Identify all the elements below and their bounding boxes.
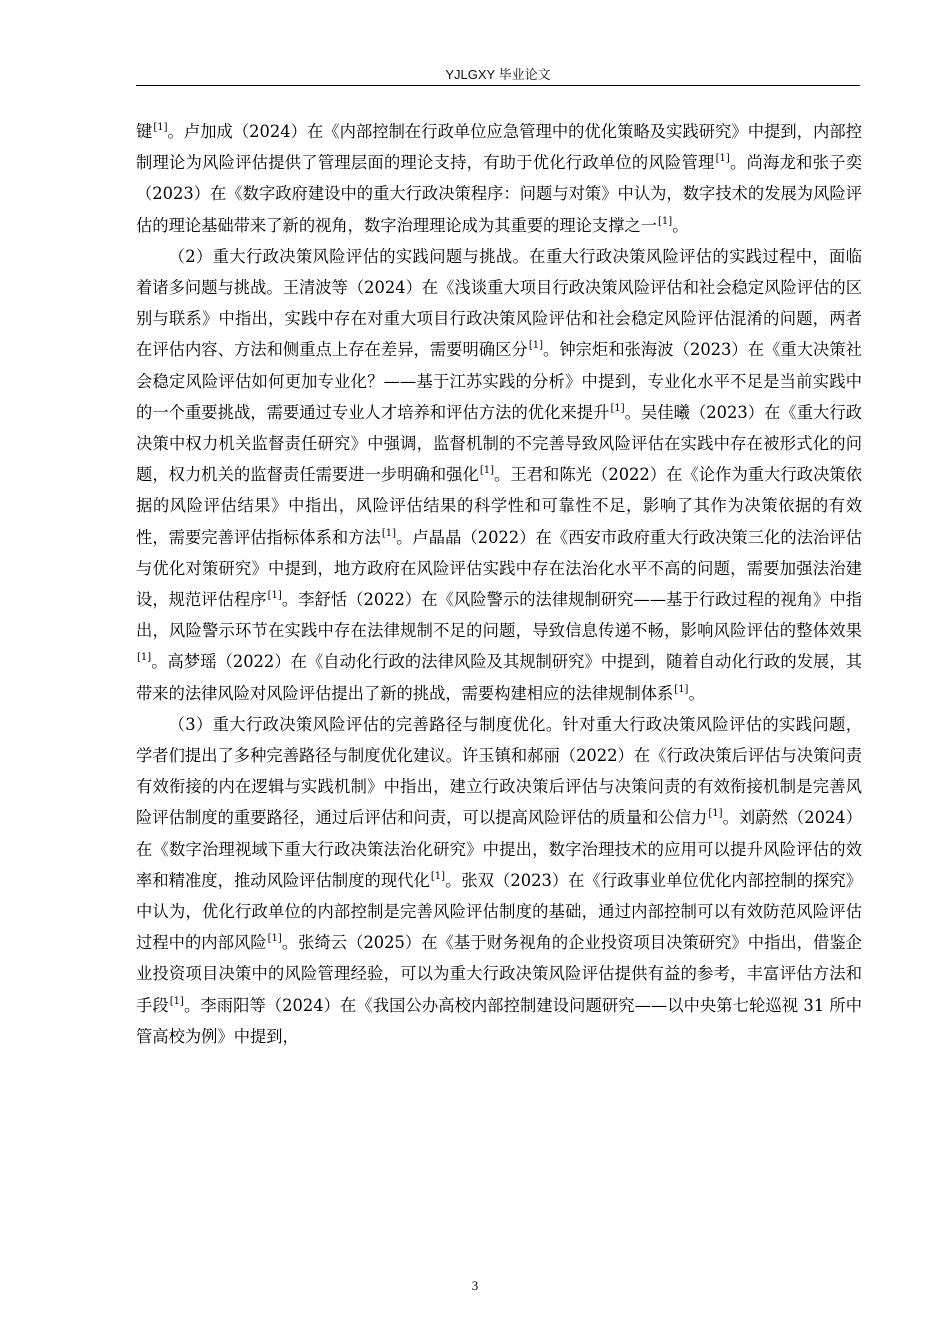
text-run: 。	[688, 683, 705, 703]
header-rule	[136, 85, 860, 86]
text-run: 。钟宗炬和张海波（2023）在《重大决策社会稳定风险评估如何更加专业化？——基于江苏实践的分析》中提到，专业化水平不足是当前实践中的一个重要挑战，需要通过专业人才培养和评估方法的优化来提升	[136, 340, 862, 422]
citation-ref: [1]	[137, 652, 152, 664]
citation-ref: [1]	[381, 527, 397, 539]
paragraph	[136, 241, 862, 709]
citation-ref: [1]	[674, 683, 689, 695]
text-run: 。卢晶晶（2022）在《西安市政府重大行政决策三化的法治评估与优化对策研究》中提到，地方政府在风险评估实践中存在法治化水平不高的问题，需要加强法治建设，规范评估程序	[136, 527, 862, 610]
text-run: 。张双（2023）在《行政事业单位优化内部控制的探究》中认为，优化行政单位的内部控制是完善风险评估制度的基础，通过内部控制可以有效防范风险评估过程中的内部风险	[136, 870, 862, 953]
text-run: 。李舒恬（2022）在《风险警示的法律规制研究——基于行政过程的视角》中指出，风险警示环节在实践中存在法律规制不足的问题，导致信息传递不畅，影响风险评估的整体效果	[136, 590, 862, 641]
page-number: 3	[471, 1278, 479, 1293]
citation-ref: [1]	[658, 215, 673, 227]
citation-ref: [1]	[715, 153, 730, 165]
text-run: 。尚海龙和张子奕（2023）在《数字政府建设中的重大行政决策程序：问题与对策》中认为，数字技术的发展为风险评估的理论基础带来了新的视角，数字治理理论成为其重要的理论支撑之一	[136, 153, 862, 235]
running-header: YJLGXY 毕业论文	[445, 67, 551, 82]
body-text	[136, 116, 862, 1052]
text-run: （2）重大行政决策风险评估的实践问题与挑战。在重大行政决策风险评估的实践过程中，面临着诸多问题与挑战。王清波等（2024）在《浅谈重大项目行政决策风险评估和社会稳定风险评估的区别与联系》中指出，实践中存在对重大项目行政决策风险评估和社会稳定风险评估混淆的问题，两者在评估内容、方法和侧重点上存在差异，需要明确区分	[136, 246, 862, 360]
citation-ref: [1]	[153, 122, 168, 133]
paragraph	[136, 116, 862, 241]
text-run: 。	[672, 215, 689, 235]
text-run: 。李雨阳等（2024）在《我国公办高校内部控制建设问题研究——以中央第七轮巡视 31 所中管高校为例》中提到，	[136, 995, 862, 1046]
citation-ref: [1]	[430, 870, 446, 882]
text-run: 。高梦瑶（2022）在《自动化行政的法律风险及其规制研究》中提到，随着自动化行政的发展，其带来的法律风险对风险评估提出了新的挑战，需要构建相应的法律规制体系	[136, 652, 862, 703]
text-run: 。吴佳曦（2023）在《重大行政决策中权力机关监督责任研究》中强调，监督机制的不完善导致风险评估在实践中存在被形式化的问题，权力机关的监督责任需要进一步明确和强化	[136, 402, 862, 485]
text-run: 。张绮云（2025）在《基于财务视角的企业投资项目决策研究》中指出，借鉴企业投资项目决策中的风险管理经验，可以为重大行政决策风险评估提供有益的参考，丰富评估方法和手段	[136, 933, 862, 1015]
text-run: 。卢加成（2024）在《内部控制在行政单位应急管理中的优化策略及实践研究》中提到，内部控制理论为风险评估提供了管理层面的理论支持，有助于优化行政单位的风险管理	[136, 122, 862, 173]
text-run: 。王君和陈光（2022）在《论作为重大行政决策依据的风险评估结果》中指出，风险评估结果的科学性和可靠性不足，影响了其作为决策依据的有效性，需要完善评估指标体系和方法	[136, 465, 862, 547]
text-run: 键	[136, 122, 153, 141]
citation-ref: [1]	[479, 465, 495, 477]
text-run: 。刘蔚然（2024）在《数字治理视域下重大行政决策法治化研究》中提出，数字治理技术的应用可以提升风险评估的效率和精准度，推动风险评估制度的现代化	[136, 808, 862, 890]
citation-ref: [1]	[267, 933, 282, 945]
text-run: （3）重大行政决策风险评估的完善路径与制度优化。针对重大行政决策风险评估的实践问题，学者们提出了多种完善路径与制度优化建议。许玉镇和郝丽（2022）在《行政决策后评估与决策问责有效衔接的内在逻辑与实践机制》中指出，建立行政决策后评估与决策问责的有效衔接机制是完善风险评估制度的重要路径，通过后评估和问责，可以提高风险评估的质量和公信力	[136, 714, 862, 828]
citation-ref: [1]	[610, 402, 625, 414]
citation-ref: [1]	[267, 590, 282, 602]
citation-ref: [1]	[708, 808, 723, 820]
paragraph	[136, 709, 862, 1052]
citation-ref: [1]	[169, 995, 184, 1007]
citation-ref: [1]	[528, 340, 543, 352]
